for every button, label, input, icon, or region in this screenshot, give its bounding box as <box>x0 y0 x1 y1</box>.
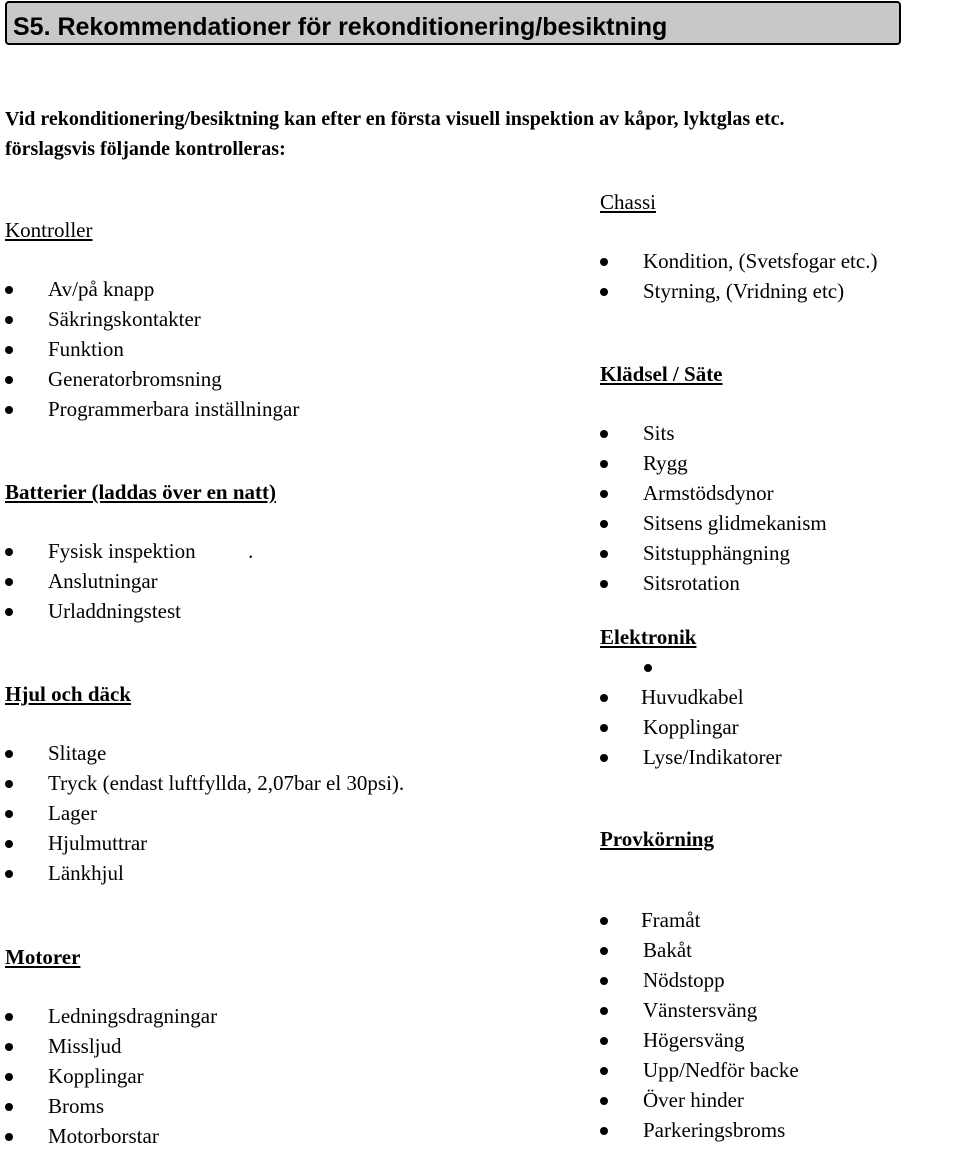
bullet-icon <box>600 430 608 438</box>
list-item: Bakåt <box>600 935 799 965</box>
section-elektronik <box>600 624 782 772</box>
list-item: Av/på knapp <box>5 274 299 304</box>
list-chassi <box>600 246 877 306</box>
section-batterier <box>5 479 276 626</box>
bullet-icon <box>5 750 13 758</box>
list-item: Tryck (endast luftfyllda, 2,07bar el 30psi). <box>5 768 404 798</box>
list-item: Över hinder <box>600 1085 799 1115</box>
bullet-icon <box>600 917 608 925</box>
section-provkorning <box>600 826 799 1145</box>
list-item: Fysisk inspektion . <box>5 536 276 566</box>
list-item: Ledningsdragningar <box>5 1001 217 1031</box>
heading-chassi: Chassi <box>600 190 657 214</box>
list-item: Hjulmuttrar <box>5 828 404 858</box>
bullet-icon <box>5 316 13 324</box>
list-item: Anslutningar <box>5 566 276 596</box>
section-title-box <box>5 1 901 45</box>
list-item: Säkringskontakter <box>5 304 299 334</box>
bullet-icon <box>5 346 13 354</box>
list-batterier <box>5 536 276 626</box>
heading-provkorning: Provkörning <box>600 827 714 851</box>
bullet-icon <box>600 1097 608 1105</box>
list-item: Lager <box>5 798 404 828</box>
list-item: Kopplingar <box>600 712 782 742</box>
bullet-icon <box>5 840 13 848</box>
bullet-icon <box>600 977 608 985</box>
heading-kontroller: Kontroller <box>5 218 93 242</box>
bullet-icon <box>600 490 608 498</box>
section-motorer <box>5 944 217 1151</box>
list-item: Armstödsdynor <box>600 478 827 508</box>
bullet-icon <box>5 1013 13 1021</box>
bullet-icon <box>5 376 13 384</box>
list-kontroller <box>5 274 299 424</box>
bullet-icon <box>600 1127 608 1135</box>
bullet-icon <box>5 1043 13 1051</box>
list-item: Programmerbara inställningar <box>5 394 299 424</box>
bullet-icon <box>600 947 608 955</box>
list-item: Framåt <box>600 905 799 935</box>
bullet-icon <box>5 548 13 556</box>
bullet-icon <box>600 1067 608 1075</box>
bullet-icon <box>5 286 13 294</box>
bullet-icon <box>600 520 608 528</box>
list-provkorning <box>600 905 799 1145</box>
list-item: Kondition, (Svetsfogar etc.) <box>600 246 877 276</box>
bullet-icon <box>5 870 13 878</box>
list-item: Nödstopp <box>600 965 799 995</box>
list-item: Sitsens glidmekanism <box>600 508 827 538</box>
bullet-icon <box>600 694 608 702</box>
bullet-icon <box>5 1133 13 1141</box>
list-item: Motorborstar <box>5 1121 217 1151</box>
bullet-icon <box>600 258 608 266</box>
bullet-icon <box>600 754 608 762</box>
list-elektronik <box>600 652 782 772</box>
list-item: Missljud <box>5 1031 217 1061</box>
heading-kladsel: Klädsel / Säte <box>600 362 723 386</box>
bullet-icon <box>5 578 13 586</box>
section-kontroller <box>5 217 299 424</box>
list-item <box>600 652 782 682</box>
list-item: Lyse/Indikatorer <box>600 742 782 772</box>
list-item: Kopplingar <box>5 1061 217 1091</box>
bullet-icon <box>600 1037 608 1045</box>
list-item: Sits <box>600 418 827 448</box>
heading-motorer: Motorer <box>5 945 81 969</box>
list-item: Vänstersväng <box>600 995 799 1025</box>
intro-paragraph <box>5 104 955 164</box>
list-item: Slitage <box>5 738 404 768</box>
bullet-icon <box>644 664 652 672</box>
list-item: Generatorbromsning <box>5 364 299 394</box>
intro-line-1: Vid rekonditionering/besiktning kan efter en första visuell inspektion av kåpor, lyktglas etc. <box>5 108 785 130</box>
list-item: Funktion <box>5 334 299 364</box>
bullet-icon <box>600 1007 608 1015</box>
bullet-icon <box>600 580 608 588</box>
bullet-icon <box>5 608 13 616</box>
list-item: Parkeringsbroms <box>600 1115 799 1145</box>
list-item: Rygg <box>600 448 827 478</box>
list-motorer <box>5 1001 217 1151</box>
list-kladsel <box>600 418 827 598</box>
heading-elektronik: Elektronik <box>600 625 697 649</box>
bullet-icon <box>5 1073 13 1081</box>
section-chassi <box>600 189 877 306</box>
list-item: Länkhjul <box>5 858 404 888</box>
bullet-icon <box>600 460 608 468</box>
page-title: S5. Rekommendationer för rekonditionering/besiktning <box>13 13 668 41</box>
bullet-icon <box>5 406 13 414</box>
list-item: Sitsrotation <box>600 568 827 598</box>
intro-line-2: förslagsvis följande kontrolleras: <box>5 138 286 160</box>
section-kladsel <box>600 361 827 598</box>
section-hjul <box>5 681 404 888</box>
list-item: Broms <box>5 1091 217 1121</box>
list-item: Urladdningstest <box>5 596 276 626</box>
bullet-icon <box>5 810 13 818</box>
heading-hjul: Hjul och däck <box>5 682 132 706</box>
list-item: Högersväng <box>600 1025 799 1055</box>
list-item: Sitstupphängning <box>600 538 827 568</box>
list-item: Huvudkabel <box>600 682 782 712</box>
bullet-icon <box>600 724 608 732</box>
bullet-icon <box>600 550 608 558</box>
bullet-icon <box>5 1103 13 1111</box>
bullet-icon <box>600 288 608 296</box>
list-item: Upp/Nedför backe <box>600 1055 799 1085</box>
list-item: Styrning, (Vridning etc) <box>600 276 877 306</box>
heading-batterier: Batterier (laddas över en natt) <box>5 480 277 504</box>
list-hjul <box>5 738 404 888</box>
bullet-icon <box>5 780 13 788</box>
